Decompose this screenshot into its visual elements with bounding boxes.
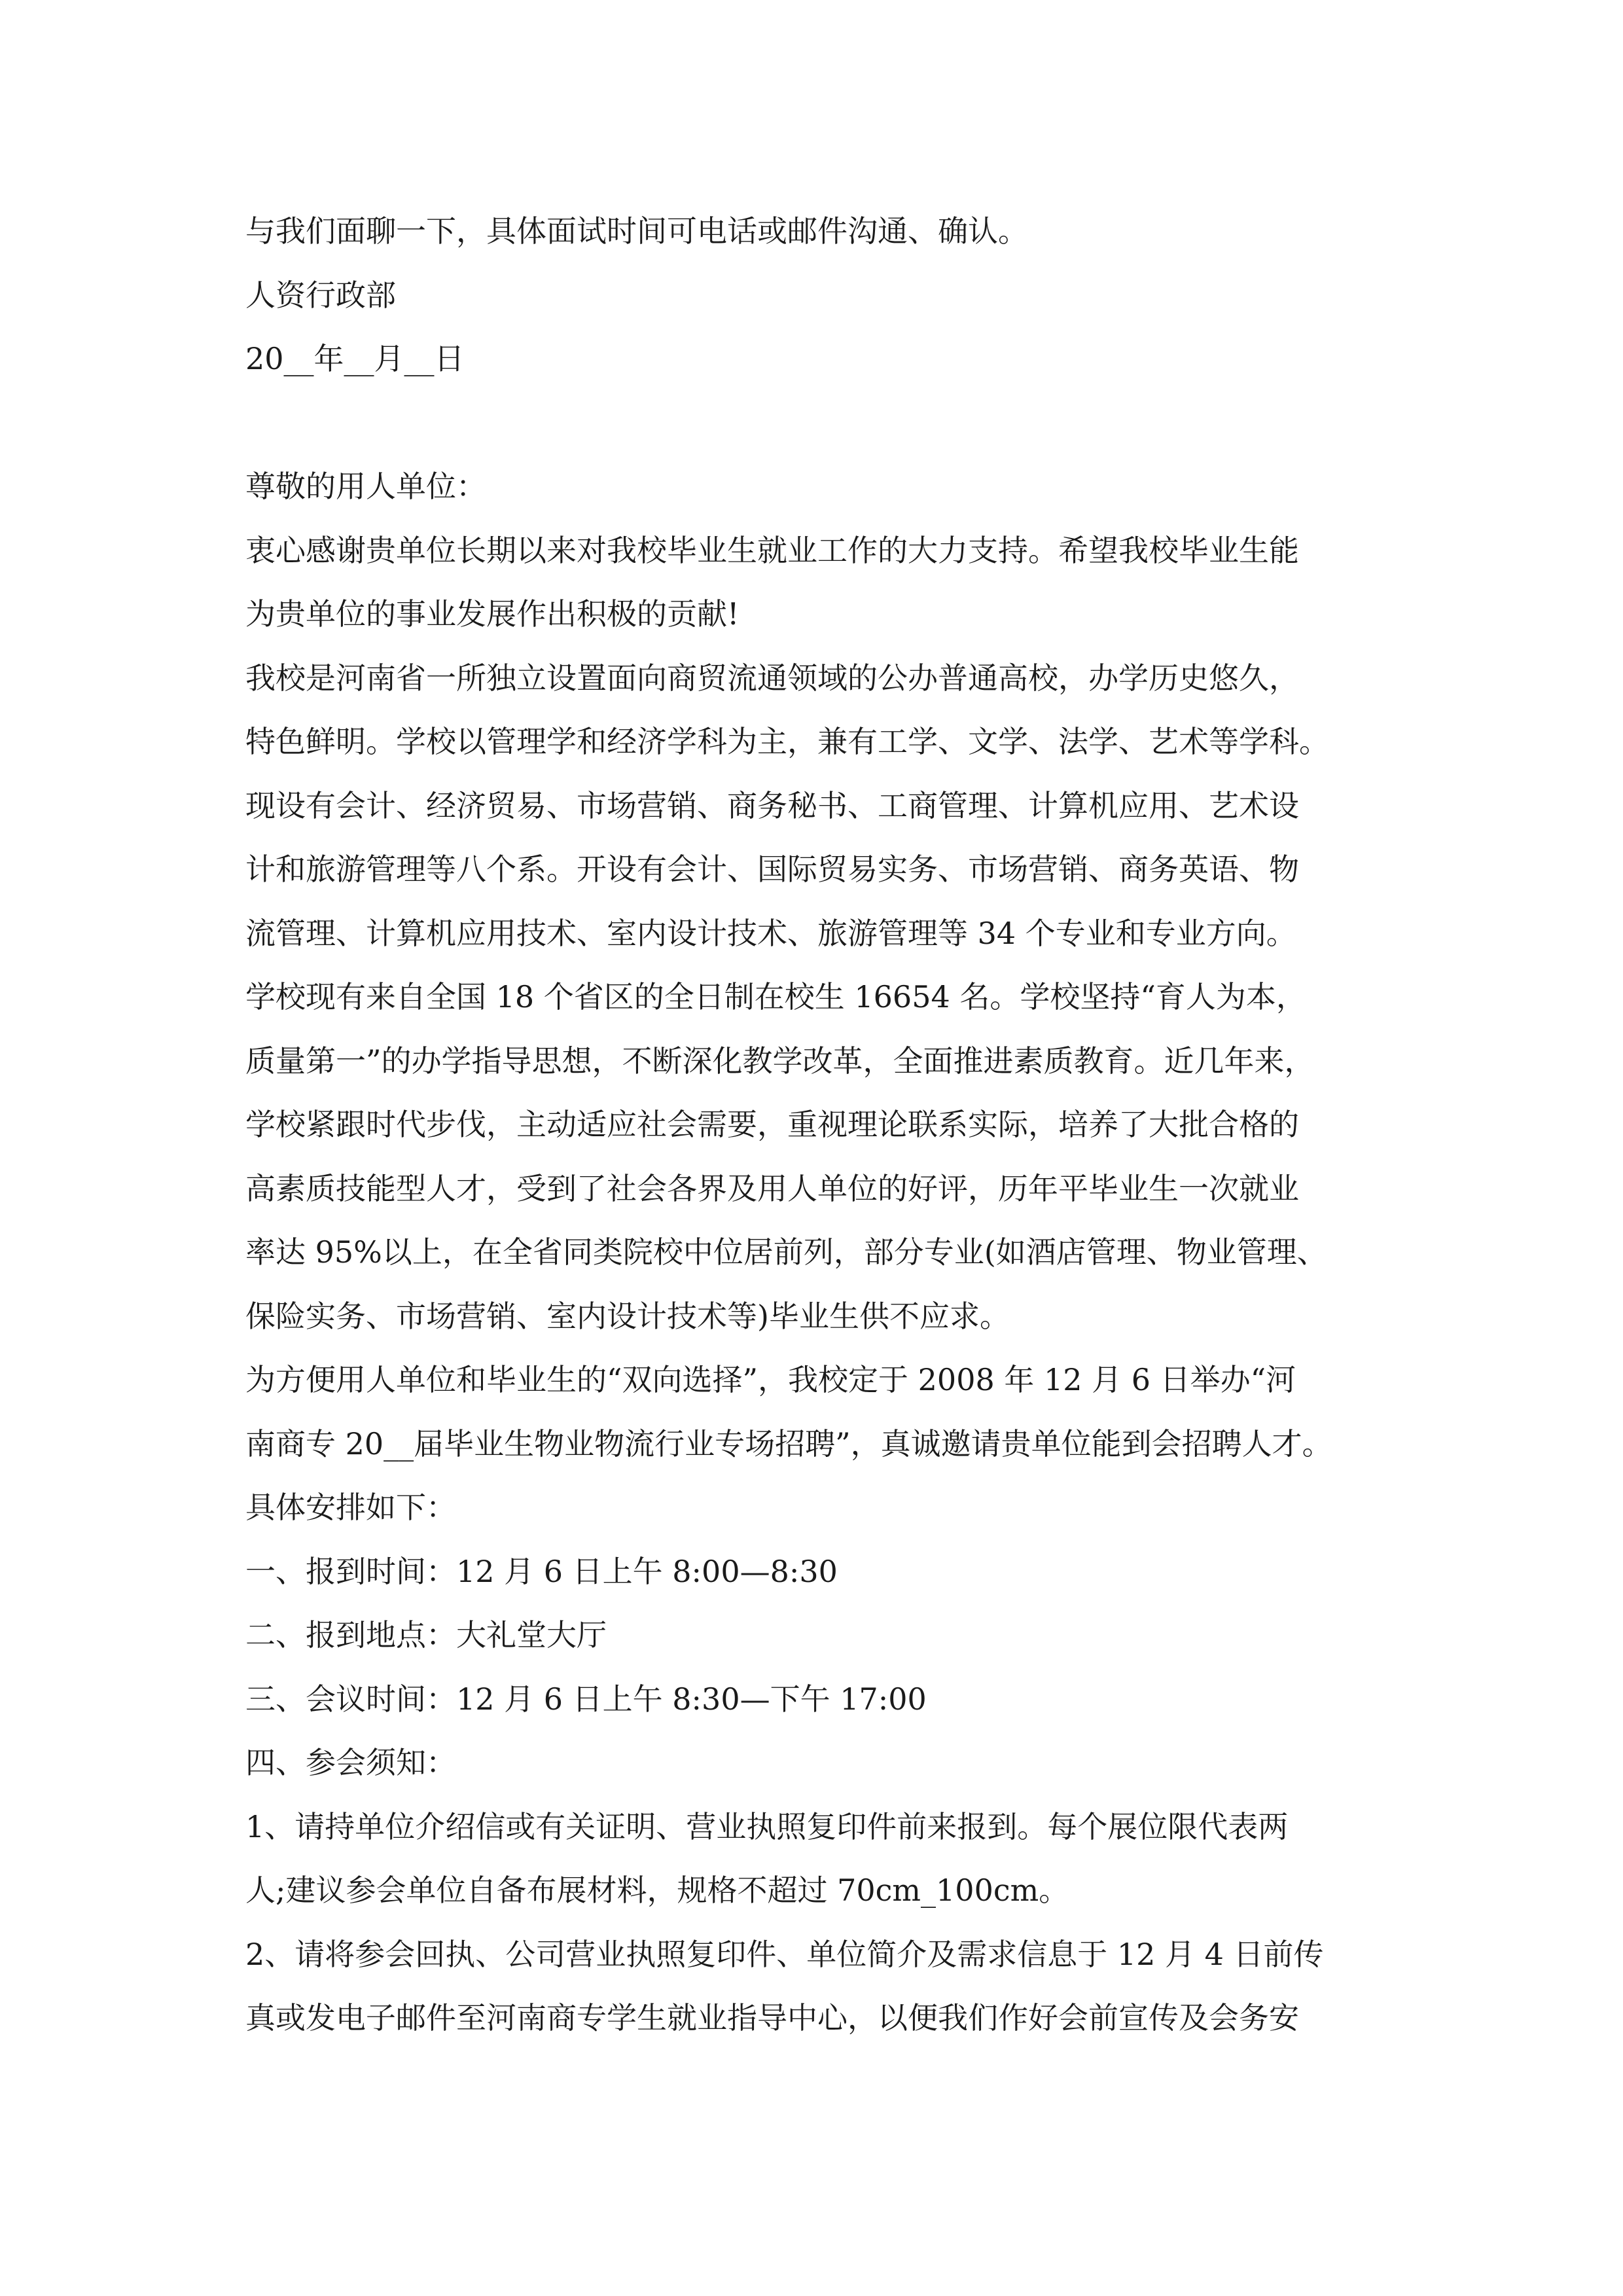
notice-line: 人;建议参会单位自备布展材料，规格不超过 70cm_100cm。 [245, 1873, 1069, 1908]
paragraph-line: 现设有会计、经济贸易、市场营销、商务秘书、工商管理、计算机应用、艺术设 [245, 787, 1299, 823]
salutation: 尊敬的用人单位： [245, 469, 486, 504]
schedule-item: 一、报到时间：12 月 6 日上午 8:00—8:30 [245, 1553, 838, 1589]
paragraph-line: 具体安排如下： [245, 1490, 456, 1525]
paragraph-line: 高素质技能型人才，受到了社会各界及用人单位的好评，历年平毕业生一次就业 [245, 1170, 1299, 1206]
paragraph-line: 我校是河南省一所独立设置面向商贸流通领域的公办普通高校，办学历史悠久， [245, 660, 1299, 696]
schedule-item: 三、会议时间：12 月 6 日上午 8:30—下午 17:00 [245, 1681, 927, 1717]
signature-date: 20__年__月__日 [245, 341, 465, 376]
paragraph-line: 质量第一”的办学指导思想，不断深化教学改革，全面推进素质教育。近几年来， [245, 1043, 1315, 1079]
signature-department: 人资行政部 [245, 277, 396, 313]
schedule-item: 四、参会须知： [245, 1745, 456, 1780]
paragraph-line: 保险实务、市场营销、室内设计技术等)毕业生供不应求。 [245, 1298, 1010, 1334]
schedule-item: 二、报到地点：大礼堂大厅 [245, 1617, 607, 1653]
notice-line: 2、请将参会回执、公司营业执照复印件、单位简介及需求信息于 12 月 4 日前传 [245, 1936, 1324, 1972]
paragraph-line: 为方便用人单位和毕业生的“双向选择”，我校定于 2008 年 12 月 6 日举办“河 [245, 1362, 1296, 1397]
notice-line: 真或发电子邮件至河南商专学生就业指导中心，以便我们作好会前宣传及会务安 [245, 2000, 1299, 2036]
paragraph-line: 学校现有来自全国 18 个省区的全日制在校生 16654 名。学校坚持“育人为本， [245, 979, 1306, 1014]
document-body [245, 200, 1397, 2051]
paragraph-line: 流管理、计算机应用技术、室内设计技术、旅游管理等 34 个专业和专业方向。 [245, 915, 1296, 951]
paragraph-line: 为贵单位的事业发展作出积极的贡献! [245, 596, 740, 632]
paragraph-line: 计和旅游管理等八个系。开设有会计、国际贸易实务、市场营销、商务英语、物 [245, 852, 1299, 887]
letter1-line: 与我们面聊一下，具体面试时间可电话或邮件沟通、确认。 [245, 213, 1028, 249]
paragraph-line: 南商专 20__届毕业生物业物流行业专场招聘”，真诚邀请贵单位能到会招聘人才。 [245, 1426, 1332, 1462]
paragraph-line: 衷心感谢贵单位长期以来对我校毕业生就业工作的大力支持。希望我校毕业生能 [245, 532, 1299, 568]
paragraph-line: 学校紧跟时代步伐，主动适应社会需要，重视理论联系实际，培养了大批合格的 [245, 1107, 1299, 1142]
paragraph-line: 特色鲜明。学校以管理学和经济学科为主，兼有工学、文学、法学、艺术等学科。 [245, 724, 1329, 759]
paragraph-line: 率达 95%以上，在全省同类院校中位居前列，部分专业(如酒店管理、物业管理、 [245, 1234, 1327, 1270]
section-gap [245, 391, 1397, 456]
notice-line: 1、请持单位介绍信或有关证明、营业执照复印件前来报到。每个展位限代表两 [245, 1808, 1289, 1844]
